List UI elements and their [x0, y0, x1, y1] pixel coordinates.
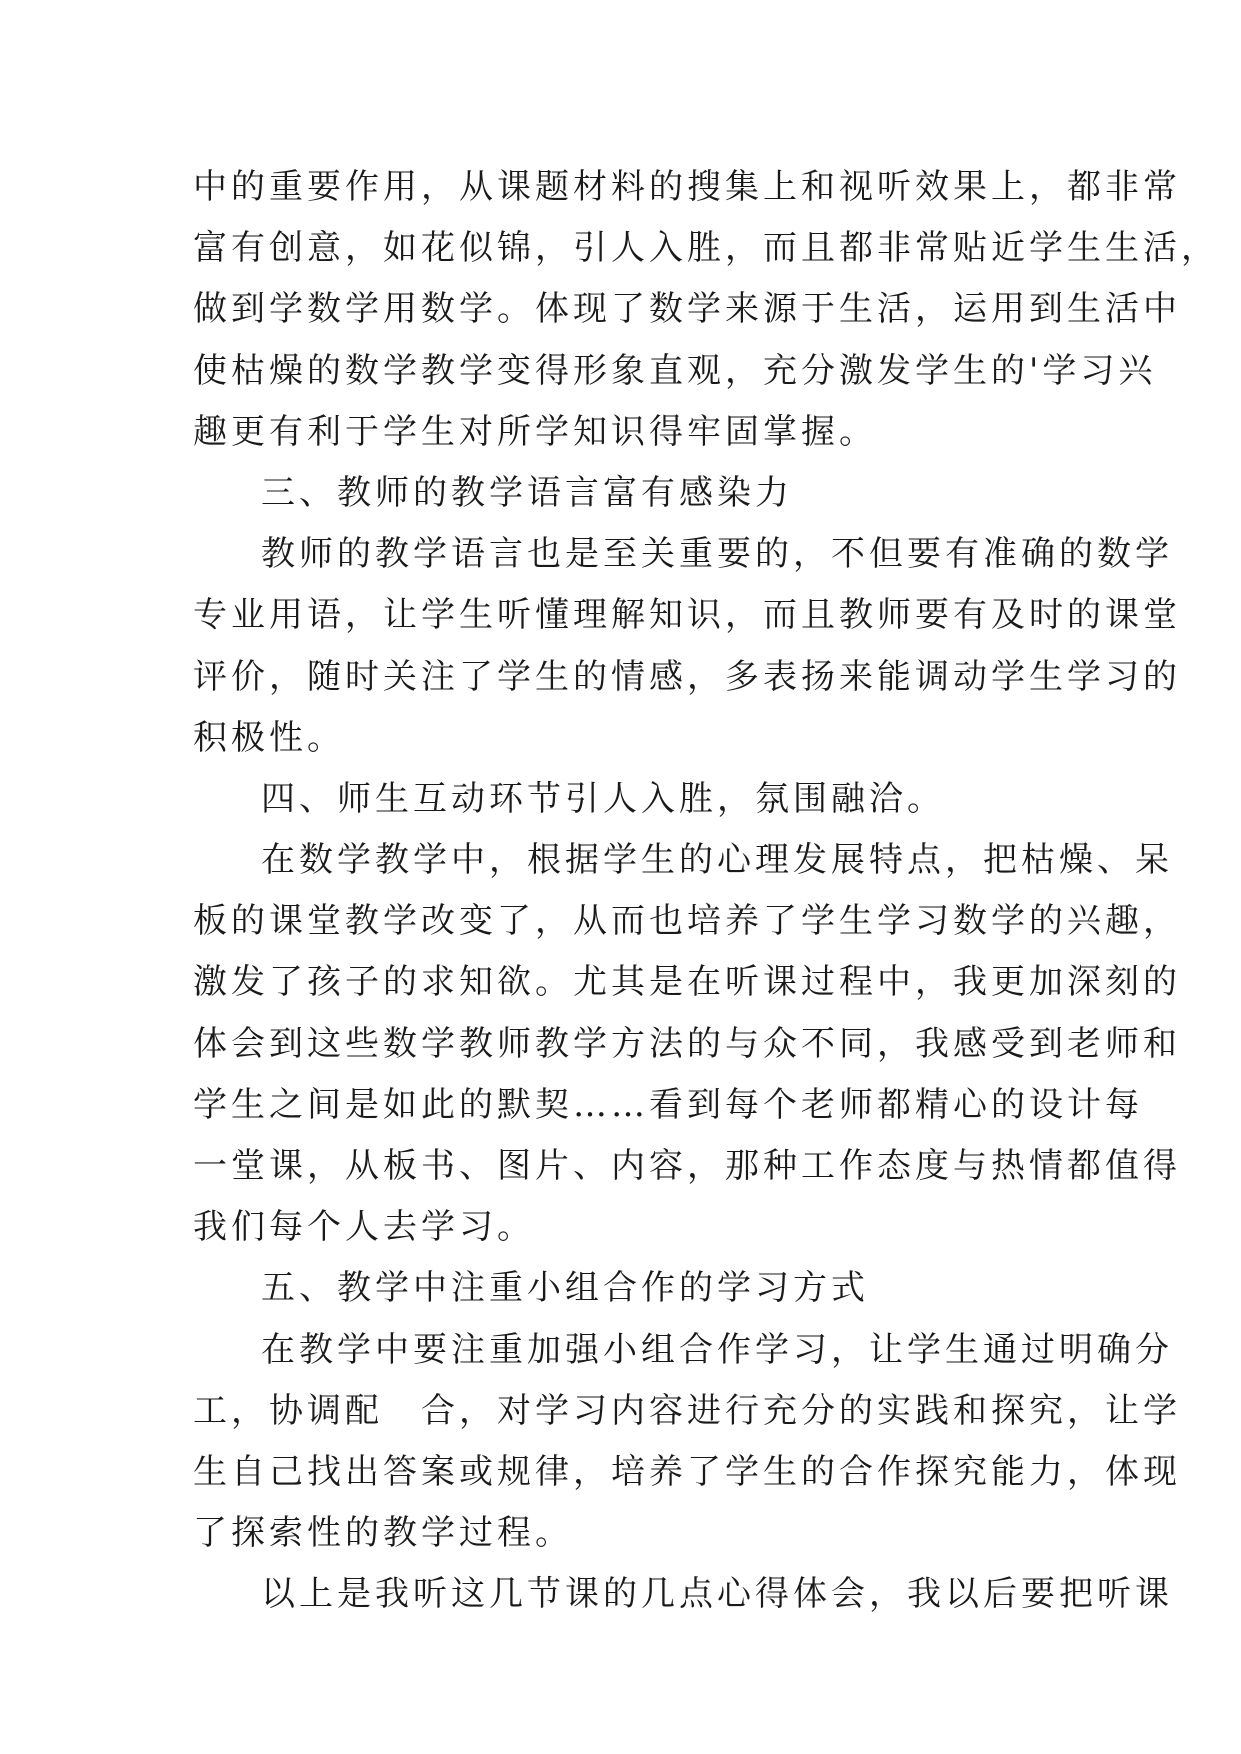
text-line: 使枯燥的数学教学变得形象直观，充分激发学生的'学习兴	[193, 350, 1157, 391]
text-line: 积极性。	[193, 717, 345, 758]
text-line: 体会到这些数学教师教学方法的与众不同，我感受到老师和	[193, 1023, 1181, 1064]
body-text	[193, 157, 1219, 1626]
text-line: 板的课堂教学改变了，从而也培养了学生学习数学的兴趣，	[193, 901, 1181, 942]
text-line: 生自己找出答案或规律，培养了学生的合作探究能力，体现	[193, 1451, 1181, 1492]
text-line: 在数学教学中，根据学生的心理发展特点，把枯燥、呆	[261, 840, 1173, 881]
text-line: 做到学数学用数学。体现了数学来源于生活，运用到生活中	[193, 289, 1181, 330]
text-line: 评价，随时关注了学生的情感，多表扬来能调动学生学习的	[193, 656, 1181, 697]
section-heading: 三、教师的教学语言富有感染力	[261, 472, 793, 513]
text-line: 我们每个人去学习。	[193, 1207, 535, 1248]
section-heading: 五、教学中注重小组合作的学习方式	[261, 1268, 869, 1309]
text-line: 了探索性的教学过程。	[193, 1513, 573, 1554]
text-line: 学生之间是如此的默契……看到每个老师都精心的设计每	[193, 1084, 1143, 1125]
text-line: 以上是我听这几节课的几点心得体会，我以后要把听课	[261, 1574, 1173, 1615]
text-line: 激发了孩子的求知欲。尤其是在听课过程中，我更加深刻的	[193, 962, 1181, 1003]
text-line: 中的重要作用，从课题材料的搜集上和视听效果上，都非常	[193, 167, 1181, 207]
text-line: 富有创意，如花似锦，引人入胜，而且都非常贴近学生生活，	[193, 228, 1219, 269]
text-line: 工，协调配 合，对学习内容进行充分的实践和探究，让学	[193, 1390, 1181, 1431]
text-line: 趣更有利于学生对所学知识得牢固掌握。	[193, 411, 877, 452]
text-line: 教师的教学语言也是至关重要的，不但要有准确的数学	[261, 534, 1173, 575]
text-line: 一堂课，从板书、图片、内容，那种工作态度与热情都值得	[193, 1146, 1181, 1186]
section-heading: 四、师生互动环节引人入胜，氛围融洽。	[261, 778, 945, 819]
text-line: 在教学中要注重加强小组合作学习，让学生通过明确分	[261, 1329, 1173, 1370]
text-line: 专业用语，让学生听懂理解知识，而且教师要有及时的课堂	[193, 595, 1181, 636]
